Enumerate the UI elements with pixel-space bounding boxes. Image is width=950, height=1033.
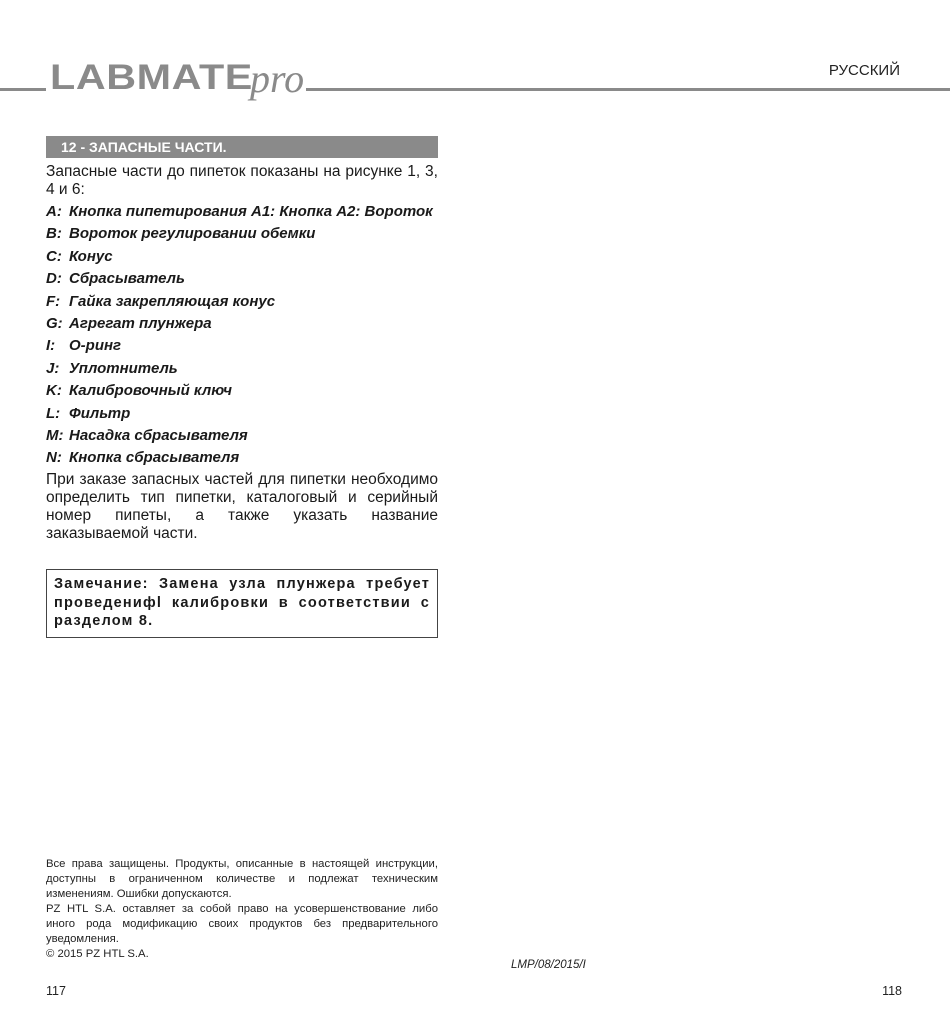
- reservation-text: PZ HTL S.A. оставляет за собой право на усовершенствование либо иного рода модификацию своих продуктов без предварительного уведомления.: [46, 903, 438, 945]
- part-label: Кнопка пипетирования A1: Кнопка A2: Вороток: [69, 203, 433, 220]
- list-item: [46, 268, 438, 290]
- list-item: [46, 201, 438, 223]
- part-label: Вороток регулировании обемки: [69, 225, 316, 243]
- part-key: F:: [46, 292, 61, 310]
- part-key: L:: [46, 404, 61, 422]
- list-item: [46, 358, 438, 380]
- copyright-text: © 2015 PZ HTL S.A.: [46, 948, 149, 960]
- part-key: N:: [46, 449, 62, 467]
- list-item: [46, 223, 438, 245]
- part-label: Конус: [69, 247, 113, 265]
- part-key: A:: [46, 203, 62, 220]
- part-label: Фильтр: [69, 404, 131, 422]
- labmate-pro-logo: [50, 56, 305, 101]
- section-title: 12 - ЗАПАСНЫЕ ЧАСТИ.: [61, 139, 227, 155]
- part-label: Сбрасыватель: [69, 270, 185, 288]
- intro-paragraph: Запасные части до пипеток показаны на рисунке 1, 3, 4 и 6:: [46, 163, 438, 198]
- part-label: Агрегат плунжера: [69, 314, 212, 332]
- legal-notice: [46, 857, 438, 962]
- part-label: Гайка закрепляющая конус: [69, 292, 276, 310]
- list-item: [46, 380, 438, 402]
- part-key: D:: [46, 270, 62, 288]
- spare-parts-list: [46, 201, 438, 470]
- header-rule-left: [0, 88, 46, 91]
- part-key: G:: [46, 314, 63, 332]
- ordering-info-paragraph: При заказе запасных частей для пипетки необходимо определить тип пипетки, каталоговый и серийный номер пипеты, а также указать название заказываемой части.: [46, 471, 438, 542]
- part-label: Кнопка сбрасывателя: [69, 449, 240, 467]
- list-item: [46, 291, 438, 313]
- part-key: M:: [46, 426, 64, 444]
- part-key: J:: [46, 359, 60, 377]
- part-key: K:: [46, 382, 62, 400]
- list-item: [46, 447, 438, 469]
- list-item: [46, 335, 438, 357]
- note-text: Замечание: Замена узла плунжера требует проведенифl калибровки в соответствии с разделом 8.: [54, 576, 430, 629]
- logo-wordmark: LABMATE: [50, 58, 253, 97]
- list-item: [46, 425, 438, 447]
- list-item: [46, 246, 438, 268]
- rights-text: Все права защищены. Продукты, описанные в настоящей инструкции, доступны в ограниченном количестве и подлежат техническим изменениям. Ошибки допускаются.: [46, 858, 438, 900]
- part-label: О-ринг: [69, 337, 122, 355]
- section-heading-bar: [46, 136, 438, 158]
- part-key: I:: [46, 337, 56, 355]
- part-label: Уплотнитель: [69, 359, 178, 377]
- part-label: Калибровочный ключ: [69, 382, 232, 400]
- page-number-right: 118: [882, 984, 902, 998]
- document-code: LMP/08/2015/I: [511, 959, 586, 971]
- page-number-left: 117: [46, 984, 66, 998]
- list-item: [46, 403, 438, 425]
- header-rule-right: [306, 88, 950, 91]
- list-item: [46, 313, 438, 335]
- part-label: Насадка сбрасывателя: [69, 426, 248, 444]
- part-key: B:: [46, 225, 62, 243]
- logo-pro-suffix: pro: [250, 56, 305, 101]
- language-label: РУССКИЙ: [828, 62, 900, 79]
- part-key: C:: [46, 247, 62, 265]
- note-box: [46, 569, 438, 638]
